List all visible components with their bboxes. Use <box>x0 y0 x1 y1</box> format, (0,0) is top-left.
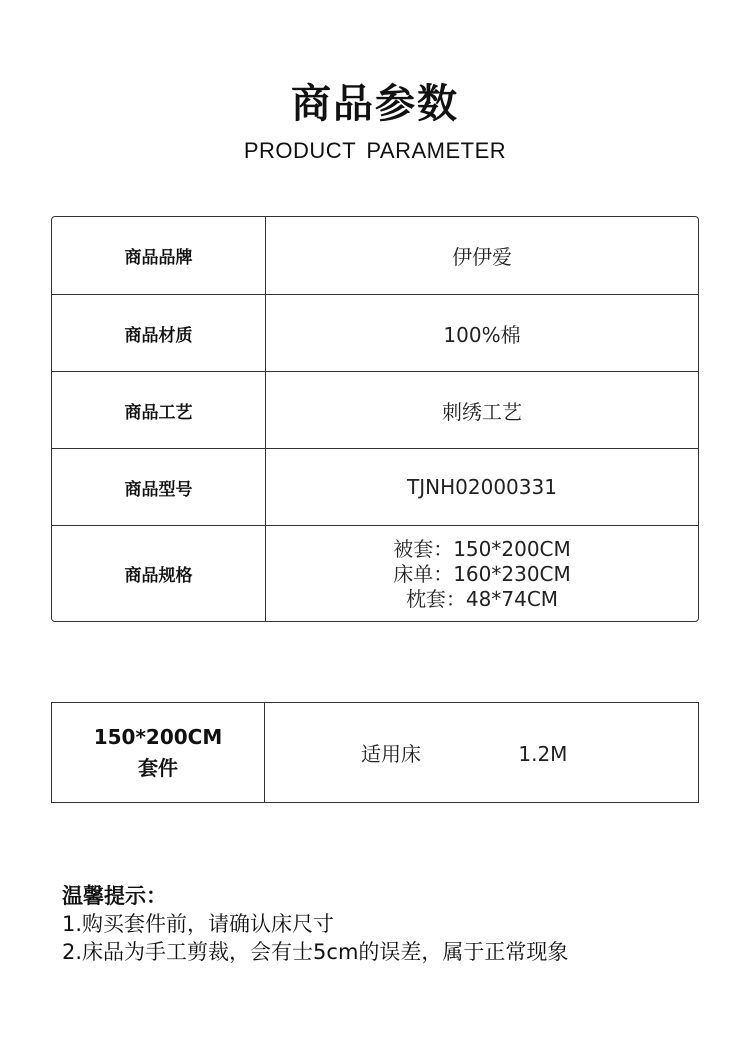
size-row <box>52 703 699 803</box>
size-dimensions: 150*200CM <box>93 724 223 749</box>
tips-section <box>62 882 568 966</box>
suitable-bed-label: 适用床 <box>361 742 421 766</box>
page-title: 商品参数 <box>291 81 459 127</box>
param-label: 商品品牌 <box>52 217 266 294</box>
param-value: 伊伊爱 <box>452 245 512 269</box>
suitable-bed-size: 1.2M <box>518 742 568 766</box>
param-value-specs <box>266 525 698 621</box>
param-label: 商品材质 <box>52 294 266 371</box>
size-value <box>265 703 699 803</box>
tips-title: 温馨提示： <box>62 884 167 908</box>
table-row-model <box>52 448 698 525</box>
param-label: 商品规格 <box>52 525 266 621</box>
param-value: TJNH02000331 <box>266 448 698 525</box>
size-table <box>51 702 699 803</box>
size-set-label: 套件 <box>138 755 178 780</box>
size-label <box>52 703 265 803</box>
param-value: 刺绣工艺 <box>266 371 698 448</box>
table-row-spec <box>52 525 698 621</box>
param-label: 商品型号 <box>52 448 266 525</box>
tip-item: 1.购买套件前，请确认床尺寸 <box>62 912 335 936</box>
page-subtitle: PRODUCT PARAMETER <box>243 138 507 163</box>
table-row-craft <box>52 371 698 448</box>
param-value: 100%棉 <box>266 294 698 371</box>
table-row-brand <box>52 217 698 294</box>
spec-duvet: 被套：150*200CM <box>393 537 571 561</box>
param-label: 商品工艺 <box>52 371 266 448</box>
tip-item: 2.床品为手工剪裁，会有士5cm的误差，属于正常现象 <box>62 940 569 964</box>
parameter-table <box>51 216 699 622</box>
table-row-material <box>52 294 698 371</box>
spec-sheet: 床单：160*230CM <box>393 562 571 586</box>
spec-pillowcase: 枕套：48*74CM <box>405 587 559 611</box>
